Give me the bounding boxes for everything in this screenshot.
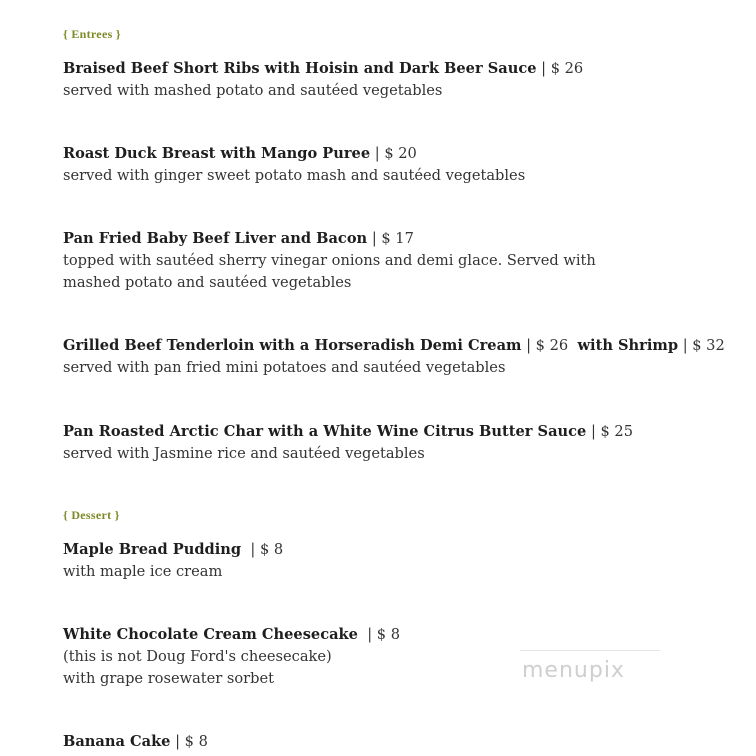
menu-item bbox=[63, 228, 703, 294]
item-variant-price: | $ 32 bbox=[682, 337, 725, 354]
menu-item bbox=[63, 731, 703, 753]
item-price: | $ 20 bbox=[374, 145, 417, 162]
item-name: Braised Beef Short Ribs with Hoisin and Dark Beer Sauce bbox=[63, 60, 537, 77]
item-description: with maple ice cream bbox=[63, 563, 223, 580]
item-description: served with Jasmine rice and sautéed vegetables bbox=[63, 445, 425, 462]
item-description: topped with sautéed sherry vinegar onions and demi glace. Served with bbox=[63, 252, 596, 269]
menu-item bbox=[63, 335, 725, 379]
item-price: | $ 25 bbox=[590, 423, 634, 440]
menu-item bbox=[63, 58, 703, 102]
item-name: Banana Cake bbox=[63, 733, 171, 750]
item-price: | $ 26 bbox=[541, 60, 584, 77]
menu-item bbox=[63, 539, 703, 583]
item-description: served with ginger sweet potato mash and sautéed vegetables bbox=[63, 167, 526, 184]
menu-item bbox=[63, 143, 703, 187]
section-heading-entrees: { Entrees } bbox=[63, 27, 121, 41]
item-variant-name: with Shrimp bbox=[577, 337, 679, 354]
menu-item bbox=[63, 421, 703, 465]
item-price: | $ 26 bbox=[526, 337, 569, 354]
item-description: with grape rosewater sorbet bbox=[63, 670, 274, 687]
item-name: Grilled Beef Tenderloin with a Horseradish Demi Cream bbox=[63, 337, 522, 354]
item-price: | $ 8 bbox=[367, 626, 400, 643]
item-description: served with mashed potato and sautéed vegetables bbox=[63, 82, 443, 99]
item-description: mashed potato and sautéed vegetables bbox=[63, 274, 352, 291]
item-name: Roast Duck Breast with Mango Puree bbox=[63, 145, 371, 162]
item-name: Pan Fried Baby Beef Liver and Bacon bbox=[63, 230, 368, 247]
item-description: (this is not Doug Ford's cheesecake) bbox=[63, 648, 332, 665]
watermark-logo: menupix bbox=[522, 658, 625, 683]
item-name: Pan Roasted Arctic Char with a White Wine Citrus Butter Sauce bbox=[63, 423, 587, 440]
item-price: | $ 17 bbox=[371, 230, 414, 247]
item-price: | $ 8 bbox=[175, 733, 208, 750]
item-price: | $ 8 bbox=[250, 541, 284, 558]
item-name: Maple Bread Pudding bbox=[63, 541, 242, 558]
item-name: White Chocolate Cream Cheesecake bbox=[63, 626, 358, 643]
section-heading-dessert: { Dessert } bbox=[63, 508, 120, 522]
item-description: served with pan fried mini potatoes and sautéed vegetables bbox=[63, 359, 506, 376]
watermark-rule bbox=[520, 650, 660, 651]
